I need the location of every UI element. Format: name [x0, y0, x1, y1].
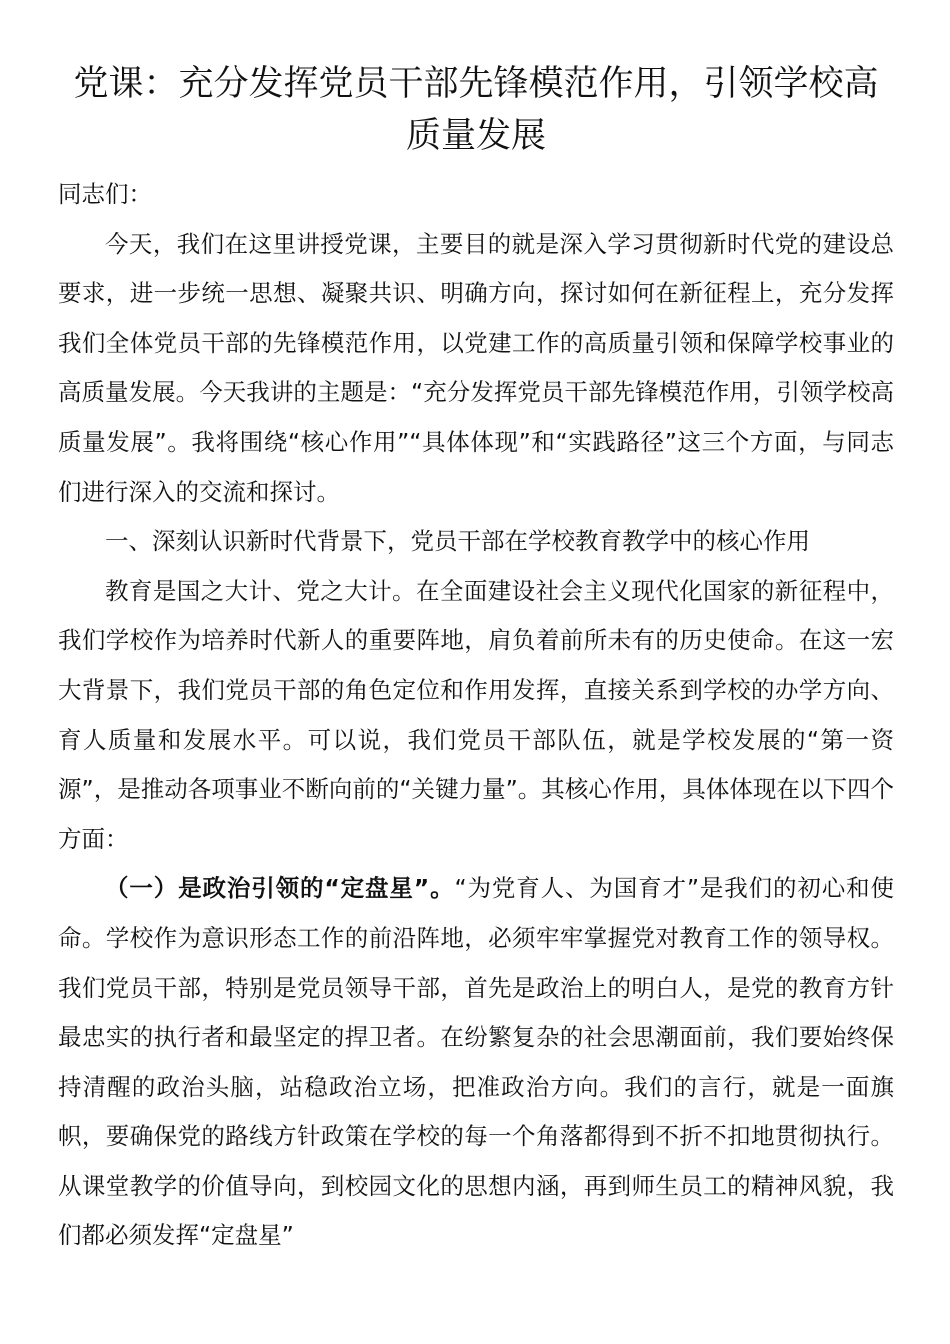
point-1-lead: （一）是政治引领的“定盘星”。 [105, 874, 455, 903]
paragraph-section-1: 教育是国之大计、党之大计。在全面建设社会主义现代化国家的新征程中，我们学校作为培养时代新人的重要阵地，肩负着前所未有的历史使命。在这一宏大背景下，我们党员干部的角色定位和作用发挥，直接关系到学校的办学方向、育人质量和发展水平。可以说，我们党员干部队伍，就是学校发展的“第一资源”，是推动各项事业不断向前的“关键力量”。其核心作用，具体体现在以下四个方面： [58, 576, 894, 853]
greeting: 同志们： [58, 180, 152, 208]
section-heading-1: 一、深刻认识新时代背景下，党员干部在学校教育教学中的核心作用 [105, 527, 810, 556]
point-1-body: “为党育人、为国育才”是我们的初心和使命。学校作为意识形态工作的前沿阵地，必须牢牢掌握党对教育工作的领导权。我们党员干部，特别是党员领导干部，首先是政治上的明白人，是党的教育方针最忠实的执行者和最坚定的捍卫者。在纷繁复杂的社会思潮面前，我们要始终保持清醒的政治头脑，站稳政治立场，把准政治方向。我们的言行，就是一面旗帜，要确保党的路线方针政策在学校的每一个角落都得到不折不扣地贯彻执行。从课堂教学的价值导向，到校园文化的思想内涵，再到师生员工的精神风貌，我们都必须发挥“定盘星” [58, 874, 894, 1250]
paragraph-point-1 [58, 864, 894, 1261]
document-page [58, 58, 894, 1261]
paragraph-intro: 今天，我们在这里讲授党课，主要目的就是深入学习贯彻新时代党的建设总要求，进一步统一思想、凝聚共识、明确方向，探讨如何在新征程上，充分发挥我们全体党员干部的先锋模范作用，以党建工作的高质量引领和保障学校事业的高质量发展。今天我讲的主题是：“充分发挥党员干部先锋模范作用，引领学校高质量发展”。我将围绕“核心作用”“具体体现”和“实践路径”这三个方面，与同志们进行深入的交流和探讨。 [58, 229, 894, 506]
document-title: 党课：充分发挥党员干部先锋模范作用，引领学校高质量发展 [73, 64, 879, 156]
